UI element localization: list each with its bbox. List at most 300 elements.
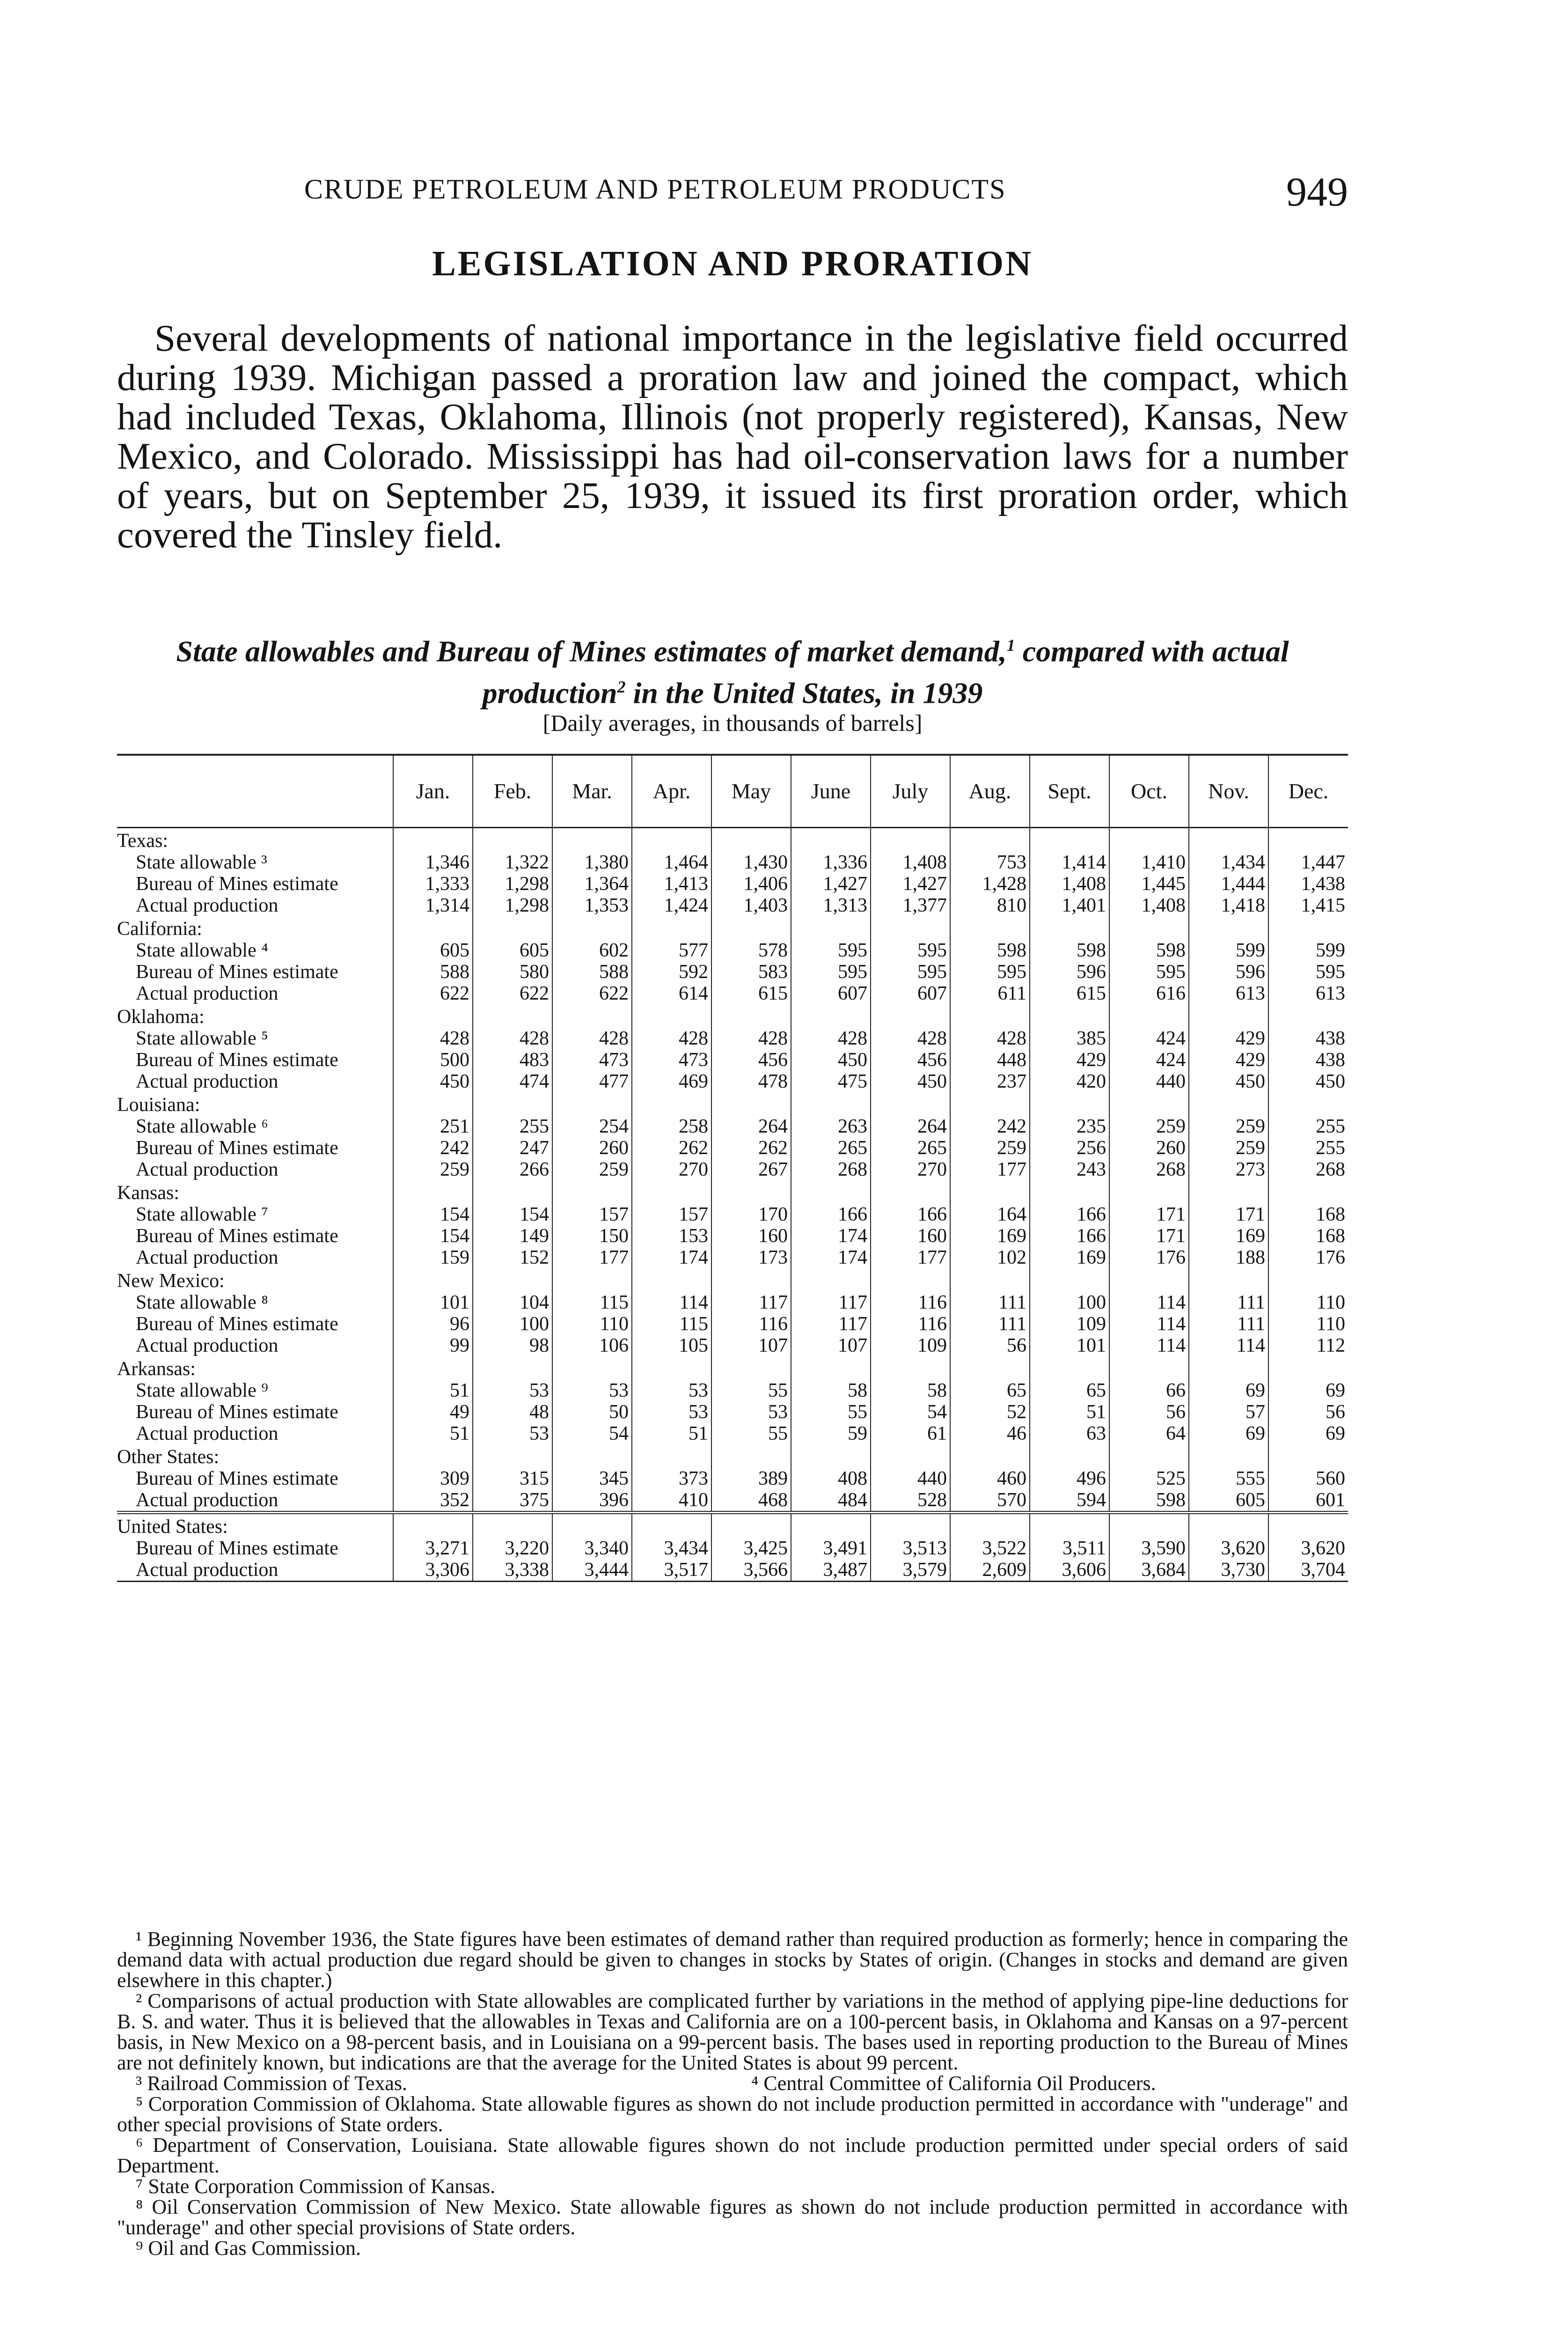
empty-cell: [1109, 916, 1189, 940]
empty-cell: [632, 1268, 711, 1292]
table-row: [117, 1401, 1348, 1423]
value-cell: 469: [632, 1071, 711, 1092]
value-cell: 64: [1109, 1423, 1189, 1444]
header-row: [117, 755, 1348, 828]
empty-cell: [871, 1268, 950, 1292]
value-cell: 171: [1109, 1225, 1189, 1247]
value-cell: 580: [473, 961, 552, 983]
value-cell: 54: [871, 1401, 950, 1423]
col-header: Oct.: [1109, 755, 1189, 828]
empty-cell: [552, 1356, 632, 1380]
empty-cell: [1030, 1180, 1109, 1204]
value-cell: 622: [473, 983, 552, 1004]
value-cell: 1,401: [1030, 895, 1109, 916]
row-label: Bureau of Mines estimate: [136, 1538, 338, 1559]
empty-cell: [1030, 916, 1109, 940]
value-cell: 1,313: [791, 895, 871, 916]
value-cell: 408: [791, 1468, 871, 1489]
table-row: [117, 1538, 1348, 1559]
value-cell: 1,408: [1030, 873, 1109, 895]
page-number: 949: [1286, 169, 1348, 215]
value-cell: 100: [473, 1313, 552, 1335]
value-cell: 53: [552, 1380, 632, 1401]
value-cell: 255: [473, 1116, 552, 1137]
value-cell: 51: [1030, 1401, 1109, 1423]
footnote-pair: [117, 2073, 1348, 2094]
value-cell: 1,424: [632, 895, 711, 916]
value-cell: 352: [393, 1489, 473, 1513]
value-cell: 615: [1030, 983, 1109, 1004]
value-cell: 251: [393, 1116, 473, 1137]
row-label: Actual production: [136, 1423, 278, 1444]
value-cell: 49: [393, 1401, 473, 1423]
value-cell: 111: [950, 1313, 1030, 1335]
value-cell: 106: [552, 1335, 632, 1356]
value-cell: 169: [950, 1225, 1030, 1247]
value-cell: 171: [1189, 1204, 1268, 1225]
running-header: [117, 169, 1348, 225]
value-cell: 583: [711, 961, 791, 983]
value-cell: 611: [950, 983, 1030, 1004]
value-cell: 375: [473, 1489, 552, 1513]
value-cell: 450: [1189, 1071, 1268, 1092]
value-cell: 157: [632, 1204, 711, 1225]
value-cell: 607: [871, 983, 950, 1004]
table-row: [117, 1247, 1348, 1268]
value-cell: 69: [1189, 1423, 1268, 1444]
value-cell: 1,333: [393, 873, 473, 895]
empty-cell: [1030, 1004, 1109, 1028]
row-label: Actual production: [117, 1559, 393, 1582]
value-cell: 1,406: [711, 873, 791, 895]
empty-cell: [473, 1268, 552, 1292]
value-cell: 594: [1030, 1489, 1109, 1513]
table-row: [117, 1380, 1348, 1401]
table-row: [117, 1116, 1348, 1137]
header-stub: [117, 755, 393, 828]
empty-cell: [473, 1180, 552, 1204]
footnote-2: ² Comparisons of actual production with State allowables are complicated further by variations in the method of applying pipe-line deductions for B. S. and water. Thus it is believed that the allowables in Texas and California are on a 100-percent basis, in Oklahoma and Kansas on a 97-percent basis, in New Mexico on a 98-percent basis, and in Louisiana on a 99-percent basis. The bases used in reporting production to the Bureau of Mines are not definitely known, but indications are that the average for the United States is about 99 percent.: [117, 1989, 1348, 2074]
value-cell: 3,522: [950, 1538, 1030, 1559]
empty-cell: [1268, 1444, 1348, 1468]
value-cell: 1,428: [950, 873, 1030, 895]
value-cell: 170: [711, 1204, 791, 1225]
group-row-texas: [117, 828, 1348, 852]
value-cell: 500: [393, 1049, 473, 1071]
empty-cell: [473, 916, 552, 940]
value-cell: 428: [632, 1028, 711, 1049]
empty-cell: [711, 1268, 791, 1292]
group-label: United States:: [117, 1513, 393, 1538]
row-label: State allowable ⁹: [136, 1380, 268, 1401]
empty-cell: [711, 1092, 791, 1116]
row-label: Actual production: [136, 1159, 278, 1180]
empty-cell: [1189, 1004, 1268, 1028]
value-cell: 410: [632, 1489, 711, 1513]
value-cell: 153: [632, 1225, 711, 1247]
row-label: Bureau of Mines estimate: [136, 1468, 338, 1489]
empty-cell: [1030, 1092, 1109, 1116]
value-cell: 1,430: [711, 852, 791, 873]
value-cell: 160: [871, 1225, 950, 1247]
value-cell: 111: [1189, 1313, 1268, 1335]
value-cell: 598: [1030, 940, 1109, 961]
value-cell: 424: [1109, 1028, 1189, 1049]
empty-cell: [393, 1180, 473, 1204]
row-label: Actual production: [136, 895, 278, 916]
empty-cell: [393, 828, 473, 852]
value-cell: 605: [393, 940, 473, 961]
empty-cell: [552, 1513, 632, 1538]
empty-cell: [711, 1356, 791, 1380]
value-cell: 168: [1268, 1225, 1348, 1247]
value-cell: 58: [871, 1380, 950, 1401]
value-cell: 3,606: [1030, 1559, 1109, 1582]
value-cell: 258: [632, 1116, 711, 1137]
empty-cell: [950, 1444, 1030, 1468]
empty-cell: [950, 1180, 1030, 1204]
value-cell: 428: [871, 1028, 950, 1049]
empty-cell: [791, 1356, 871, 1380]
value-cell: 255: [1268, 1137, 1348, 1159]
empty-cell: [871, 1513, 950, 1538]
value-cell: 166: [871, 1204, 950, 1225]
row-label: Actual production: [136, 1489, 278, 1511]
value-cell: 3,513: [871, 1538, 950, 1559]
value-cell: 613: [1268, 983, 1348, 1004]
empty-cell: [473, 1356, 552, 1380]
value-cell: 259: [393, 1159, 473, 1180]
value-cell: 598: [950, 940, 1030, 961]
value-cell: 243: [1030, 1159, 1109, 1180]
value-cell: 57: [1189, 1401, 1268, 1423]
value-cell: 109: [871, 1335, 950, 1356]
table-row: [117, 1049, 1348, 1071]
value-cell: 616: [1109, 983, 1189, 1004]
value-cell: 605: [1189, 1489, 1268, 1513]
value-cell: 1,377: [871, 895, 950, 916]
empty-cell: [711, 1513, 791, 1538]
value-cell: 528: [871, 1489, 950, 1513]
col-header: Feb.: [473, 755, 552, 828]
value-cell: 3,590: [1109, 1538, 1189, 1559]
empty-cell: [552, 1268, 632, 1292]
value-cell: 114: [1109, 1313, 1189, 1335]
value-cell: 176: [1109, 1247, 1189, 1268]
value-cell: 55: [711, 1423, 791, 1444]
empty-cell: [1030, 1268, 1109, 1292]
value-cell: 428: [393, 1028, 473, 1049]
value-cell: 63: [1030, 1423, 1109, 1444]
value-cell: 254: [552, 1116, 632, 1137]
empty-cell: [711, 1444, 791, 1468]
empty-cell: [791, 1444, 871, 1468]
value-cell: 256: [1030, 1137, 1109, 1159]
row-label: Bureau of Mines estimate: [136, 1401, 338, 1423]
empty-cell: [1268, 1268, 1348, 1292]
value-cell: 102: [950, 1247, 1030, 1268]
data-table: [117, 754, 1348, 1582]
empty-cell: [871, 1356, 950, 1380]
value-cell: 56: [1109, 1401, 1189, 1423]
caption-part-2: compared with actual production: [482, 634, 1289, 710]
value-cell: 3,620: [1268, 1538, 1348, 1559]
value-cell: 475: [791, 1071, 871, 1092]
group-label: Other States:: [117, 1446, 220, 1468]
value-cell: 176: [1268, 1247, 1348, 1268]
value-cell: 1,322: [473, 852, 552, 873]
value-cell: 174: [791, 1247, 871, 1268]
value-cell: 164: [950, 1204, 1030, 1225]
value-cell: 101: [393, 1292, 473, 1313]
value-cell: 115: [552, 1292, 632, 1313]
empty-cell: [473, 1444, 552, 1468]
value-cell: 438: [1268, 1049, 1348, 1071]
value-cell: 3,338: [473, 1559, 552, 1582]
value-cell: 424: [1109, 1049, 1189, 1071]
value-cell: 53: [711, 1401, 791, 1423]
col-header: Jan.: [393, 755, 473, 828]
value-cell: 255: [1268, 1116, 1348, 1137]
value-cell: 114: [1109, 1335, 1189, 1356]
empty-cell: [1109, 828, 1189, 852]
value-cell: 468: [711, 1489, 791, 1513]
value-cell: 1,298: [473, 873, 552, 895]
value-cell: 3,517: [632, 1559, 711, 1582]
empty-cell: [1189, 828, 1268, 852]
value-cell: 599: [1268, 940, 1348, 961]
value-cell: 1,413: [632, 873, 711, 895]
value-cell: 59: [791, 1423, 871, 1444]
value-cell: 69: [1189, 1380, 1268, 1401]
empty-cell: [1189, 1444, 1268, 1468]
value-cell: 166: [1030, 1225, 1109, 1247]
empty-cell: [393, 1444, 473, 1468]
footnote-7: ⁷ State Corporation Commission of Kansas.: [136, 2175, 496, 2198]
value-cell: 112: [1268, 1335, 1348, 1356]
value-cell: 598: [1109, 1489, 1189, 1513]
empty-cell: [552, 1180, 632, 1204]
row-label: Actual production: [136, 983, 278, 1004]
col-header: June: [791, 755, 871, 828]
value-cell: 1,427: [871, 873, 950, 895]
empty-cell: [711, 1004, 791, 1028]
value-cell: 114: [632, 1292, 711, 1313]
empty-cell: [1030, 1513, 1109, 1538]
value-cell: 1,336: [791, 852, 871, 873]
value-cell: 169: [1030, 1247, 1109, 1268]
value-cell: 456: [711, 1049, 791, 1071]
value-cell: 2,609: [950, 1559, 1030, 1582]
row-label: Actual production: [136, 1071, 278, 1092]
group-row-oklahoma: [117, 1004, 1348, 1028]
value-cell: 3,579: [871, 1559, 950, 1582]
value-cell: 428: [473, 1028, 552, 1049]
empty-cell: [393, 916, 473, 940]
value-cell: 116: [871, 1292, 950, 1313]
row-label: Bureau of Mines estimate: [136, 873, 338, 895]
value-cell: 116: [871, 1313, 950, 1335]
empty-cell: [1109, 1444, 1189, 1468]
empty-cell: [632, 916, 711, 940]
empty-cell: [711, 1180, 791, 1204]
value-cell: 484: [791, 1489, 871, 1513]
value-cell: 116: [711, 1313, 791, 1335]
value-cell: 3,704: [1268, 1559, 1348, 1582]
col-header: Mar.: [552, 755, 632, 828]
value-cell: 483: [473, 1049, 552, 1071]
empty-cell: [632, 1356, 711, 1380]
row-label: State allowable ⁷: [136, 1204, 268, 1225]
value-cell: 46: [950, 1423, 1030, 1444]
value-cell: 614: [632, 983, 711, 1004]
value-cell: 110: [1268, 1292, 1348, 1313]
value-cell: 65: [1030, 1380, 1109, 1401]
empty-cell: [1030, 828, 1109, 852]
value-cell: 51: [632, 1423, 711, 1444]
value-cell: 174: [791, 1225, 871, 1247]
table-row: [117, 1071, 1348, 1092]
table-row: [117, 1489, 1348, 1513]
value-cell: 160: [711, 1225, 791, 1247]
value-cell: 1,438: [1268, 873, 1348, 895]
empty-cell: [791, 828, 871, 852]
empty-cell: [1109, 1356, 1189, 1380]
empty-cell: [791, 1092, 871, 1116]
empty-cell: [1268, 1092, 1348, 1116]
running-title: CRUDE PETROLEUM AND PETROLEUM PRODUCTS: [304, 174, 1006, 205]
row-label: State allowable ³: [136, 852, 267, 873]
group-row-louisiana: [117, 1092, 1348, 1116]
value-cell: 1,408: [1109, 895, 1189, 916]
value-cell: 613: [1189, 983, 1268, 1004]
value-cell: 263: [791, 1116, 871, 1137]
value-cell: 3,220: [473, 1538, 552, 1559]
value-cell: 607: [791, 983, 871, 1004]
empty-cell: [473, 1004, 552, 1028]
value-cell: 578: [711, 940, 791, 961]
value-cell: 602: [552, 940, 632, 961]
group-label: California:: [117, 918, 202, 940]
value-cell: 477: [552, 1071, 632, 1092]
empty-cell: [393, 1513, 473, 1538]
value-cell: 478: [711, 1071, 791, 1092]
value-cell: 109: [1030, 1313, 1109, 1335]
empty-cell: [552, 1004, 632, 1028]
value-cell: 396: [552, 1489, 632, 1513]
value-cell: 264: [871, 1116, 950, 1137]
value-cell: 601: [1268, 1489, 1348, 1513]
table-row: [117, 895, 1348, 916]
empty-cell: [1189, 1356, 1268, 1380]
value-cell: 595: [1268, 961, 1348, 983]
value-cell: 242: [393, 1137, 473, 1159]
empty-cell: [711, 828, 791, 852]
value-cell: 1,298: [473, 895, 552, 916]
value-cell: 262: [632, 1137, 711, 1159]
row-label: Bureau of Mines estimate: [136, 961, 338, 983]
col-header: July: [871, 755, 950, 828]
intro-paragraph: Several developments of national importance in the legislative field occurred during 1939. Michigan passed a proration law and joined the compact, which had included Texas, Oklahoma, Illinois (not properly registered), Kansas, New Mexico, and Colorado. Mississippi has had oil-conservation laws for a number of years, but on September 25, 1939, it issued its first proration order, which covered the Tinsley field.: [117, 317, 1348, 556]
value-cell: 152: [473, 1247, 552, 1268]
value-cell: 577: [632, 940, 711, 961]
row-label: Bureau of Mines estimate: [136, 1313, 338, 1335]
value-cell: 450: [871, 1071, 950, 1092]
value-cell: 115: [632, 1313, 711, 1335]
value-cell: 598: [1109, 940, 1189, 961]
value-cell: 373: [632, 1468, 711, 1489]
value-cell: 105: [632, 1335, 711, 1356]
group-label: Arkansas:: [117, 1358, 196, 1380]
value-cell: 496: [1030, 1468, 1109, 1489]
empty-cell: [950, 1092, 1030, 1116]
value-cell: 157: [552, 1204, 632, 1225]
value-cell: 117: [791, 1313, 871, 1335]
empty-cell: [791, 916, 871, 940]
group-label: Texas:: [117, 830, 169, 852]
value-cell: 1,434: [1189, 852, 1268, 873]
group-row-kansas: [117, 1180, 1348, 1204]
table-row: [117, 940, 1348, 961]
value-cell: 622: [552, 983, 632, 1004]
value-cell: 117: [711, 1292, 791, 1313]
value-cell: 1,314: [393, 895, 473, 916]
footnote-3: ³ Railroad Commission of Texas.: [136, 2072, 408, 2095]
value-cell: 268: [1268, 1159, 1348, 1180]
empty-cell: [393, 1004, 473, 1028]
value-cell: 473: [552, 1049, 632, 1071]
value-cell: 188: [1189, 1247, 1268, 1268]
value-cell: 3,306: [393, 1559, 473, 1582]
value-cell: 52: [950, 1401, 1030, 1423]
value-cell: 420: [1030, 1071, 1109, 1092]
value-cell: 1,427: [791, 873, 871, 895]
value-cell: 259: [1189, 1116, 1268, 1137]
table-row: [117, 961, 1348, 983]
value-cell: 104: [473, 1292, 552, 1313]
value-cell: 753: [950, 852, 1030, 873]
empty-cell: [950, 1268, 1030, 1292]
group-row-us: [117, 1513, 1348, 1538]
table-row: [117, 1028, 1348, 1049]
value-cell: 270: [871, 1159, 950, 1180]
empty-cell: [1268, 828, 1348, 852]
empty-cell: [791, 1004, 871, 1028]
empty-cell: [632, 1004, 711, 1028]
value-cell: 53: [632, 1401, 711, 1423]
value-cell: 3,340: [552, 1538, 632, 1559]
col-header: May: [711, 755, 791, 828]
table-row: [117, 1313, 1348, 1335]
value-cell: 810: [950, 895, 1030, 916]
value-cell: 110: [552, 1313, 632, 1335]
value-cell: 53: [473, 1423, 552, 1444]
empty-cell: [1109, 1513, 1189, 1538]
row-label: State allowable ⁵: [136, 1028, 268, 1049]
empty-cell: [1268, 916, 1348, 940]
empty-cell: [1109, 1092, 1189, 1116]
value-cell: 264: [711, 1116, 791, 1137]
value-cell: 595: [871, 940, 950, 961]
value-cell: 1,408: [871, 852, 950, 873]
value-cell: 259: [1109, 1116, 1189, 1137]
empty-cell: [632, 1513, 711, 1538]
empty-cell: [1268, 1513, 1348, 1538]
empty-cell: [1189, 1268, 1268, 1292]
col-header: Nov.: [1189, 755, 1268, 828]
value-cell: 174: [632, 1247, 711, 1268]
value-cell: 96: [393, 1313, 473, 1335]
